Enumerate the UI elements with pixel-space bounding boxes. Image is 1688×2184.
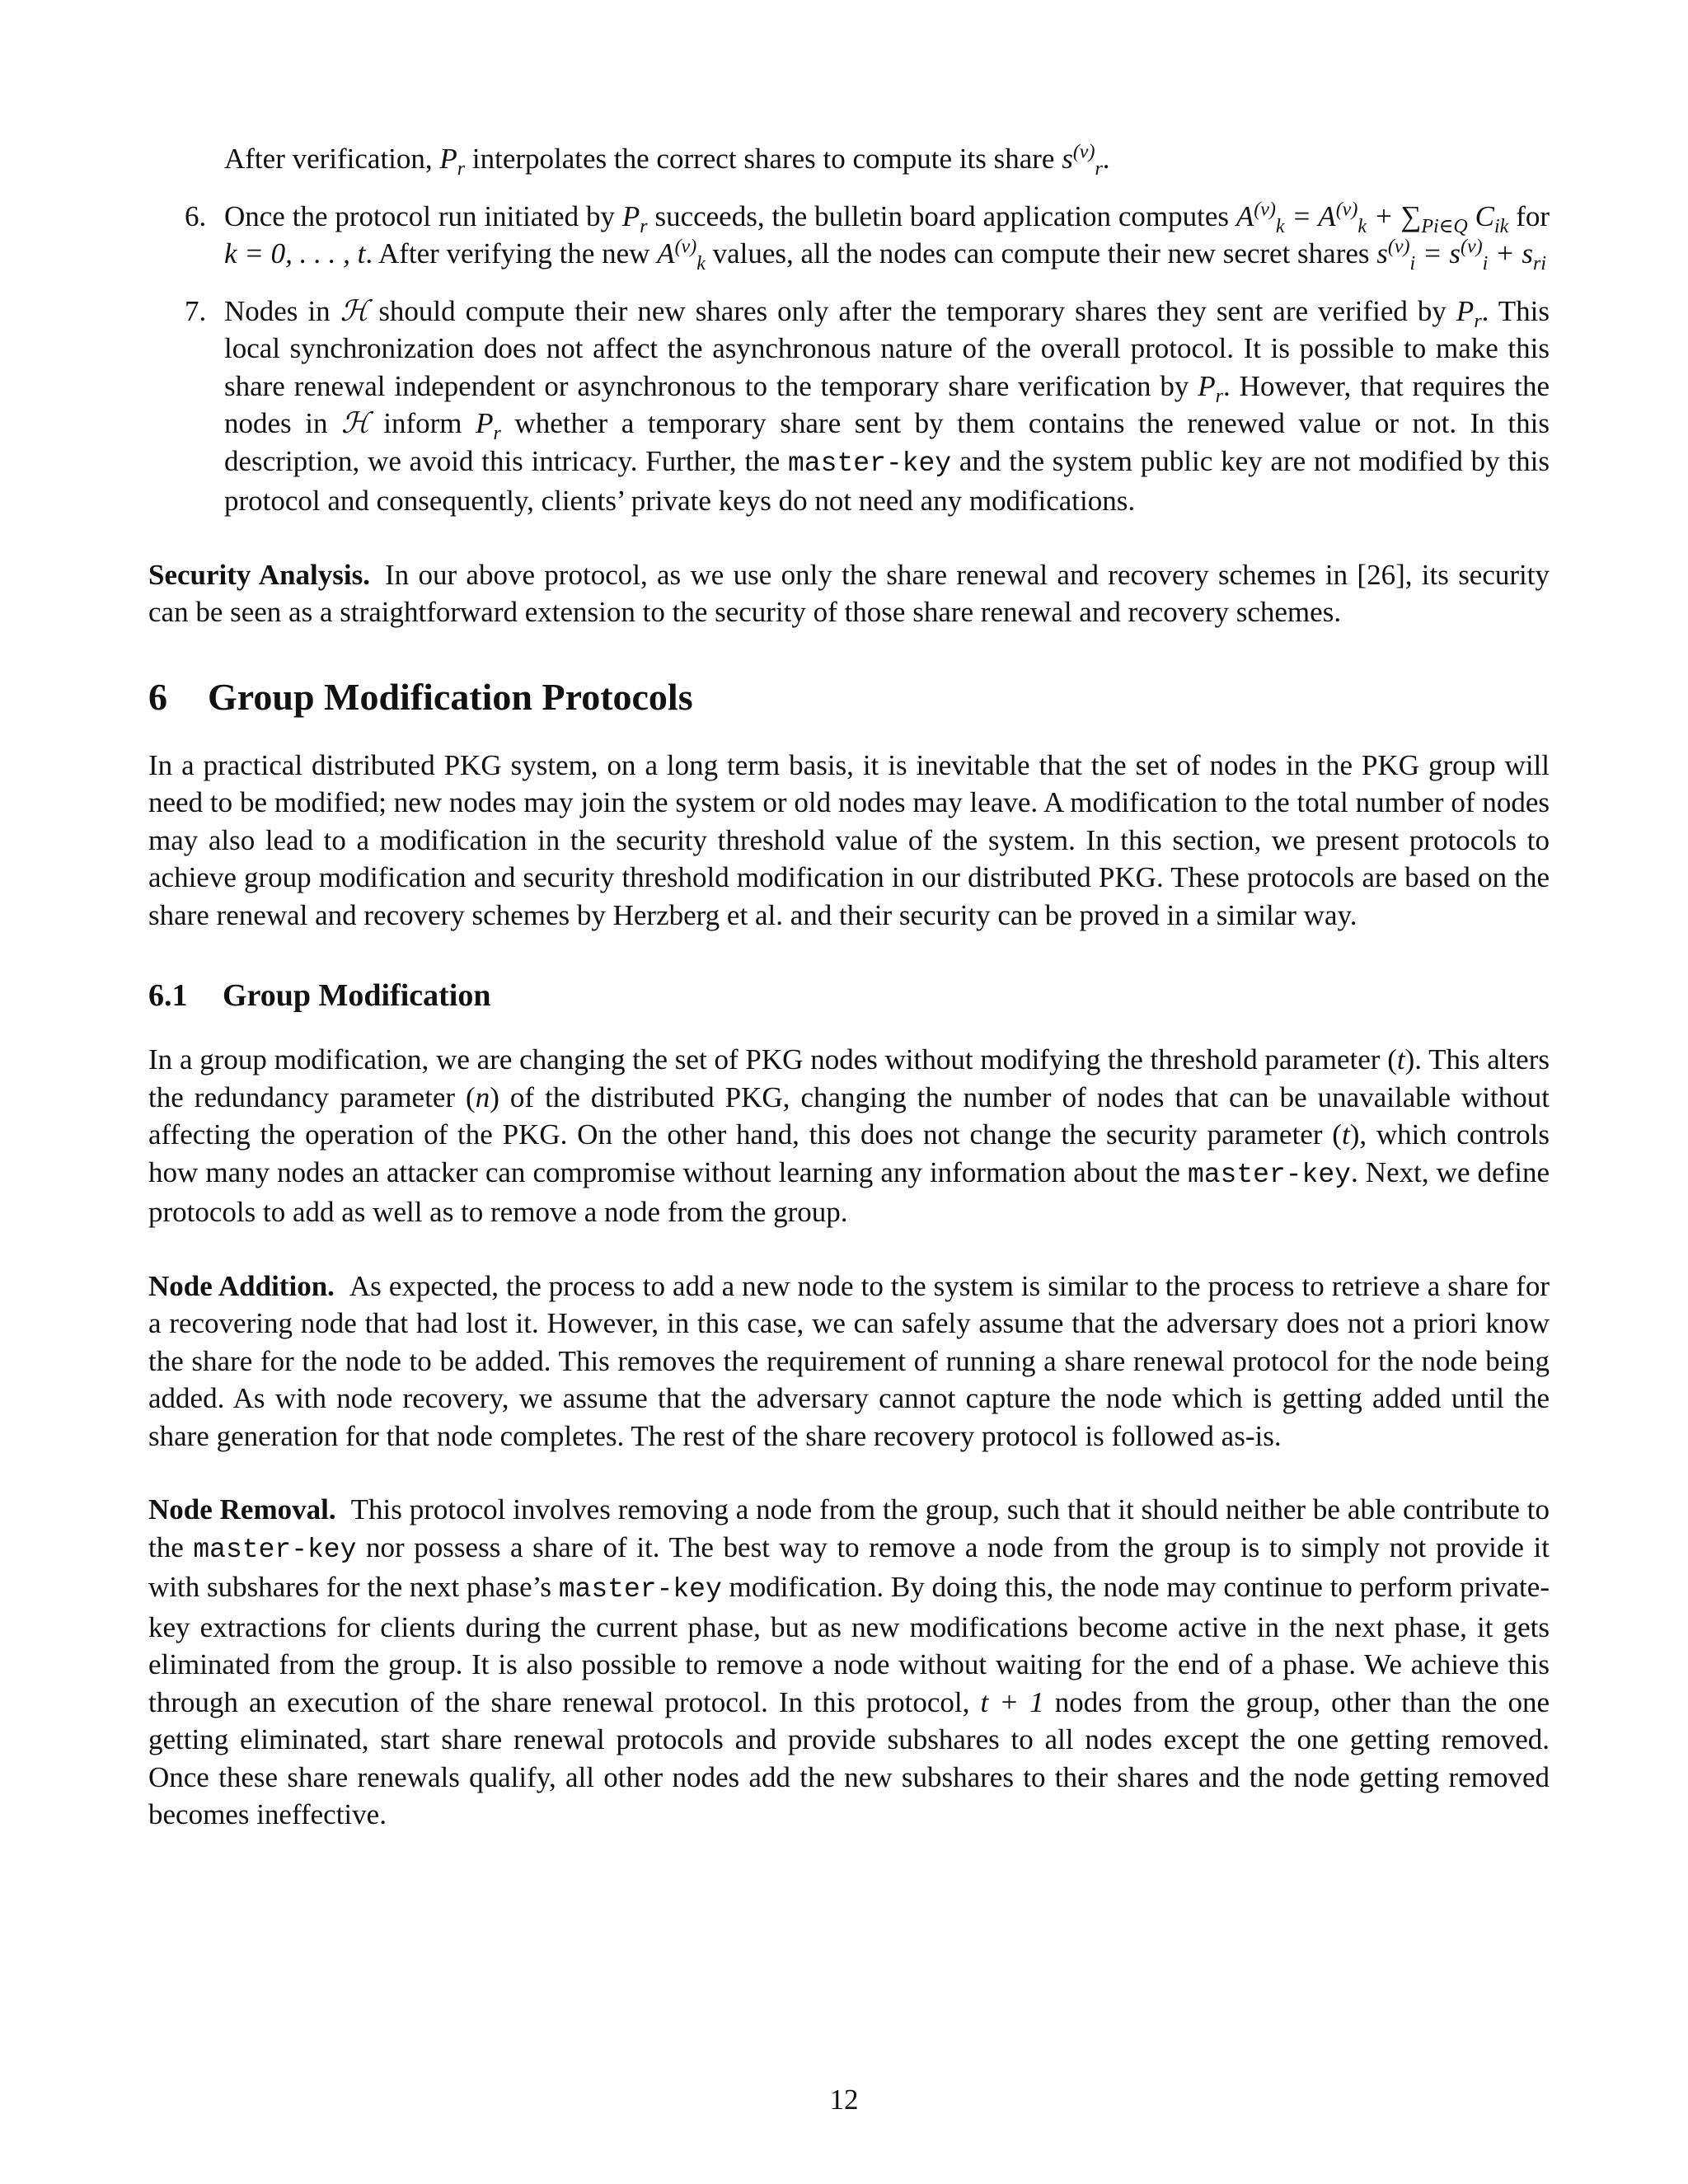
node-addition-text: As expected, the process to add a new node to the system is similar to the process to retrieve a share for a recovering node that had lost it. However, in this case, we can safely assume that the adversary does not a priori know the share for the node to be added. This removes the requirement of running a share renewal protocol for the node being added. As with node recovery, we assume that the adversary cannot capture the node which is getting added until the share generation for that node completes. The rest of the share recovery protocol is followed as-is.: [148, 1269, 1550, 1452]
math-A-update: $A^{(v)}_k = A^{(v)}_k + \sum_{Pi\in Q}$ $C_{ik}$: [1236, 198, 1509, 237]
security-analysis-paragraph: [148, 556, 1550, 631]
section-6-title: Group Modification Protocols: [208, 675, 693, 718]
section-6-1-number: 6.1: [148, 978, 188, 1013]
lead-text-b: interpolates the correct shares to compute its share: [465, 143, 1062, 175]
list-item-7-text: Nodes in ℋ should compute their new shares only after the temporary shares they sent are verified by $P_r$. This local synchronization does not affect the asynchronous nature of the overall protocol. It is possible to make this share renewal independent or asynchronous to the temporary share verification by $P_r$. However, that requires the nodes in ℋ inform $P_r$ whether a temporary share sent by them contains the renewed value or not. In this description, we avoid this intricacy. Further, the master-key and the system public key are not modified by this protocol and consequently, clients’ private keys do not need any modifications.: [224, 294, 1550, 517]
node-removal-paragraph: Node Removal. This protocol involves removing a node from the group, such that it should neither be able contribute to the master-key nor possess a share of it. The best way to remove a node from the group is to simply not provide it with subshares for the next phase’s master-key modification. By doing this, the node may continue to perform private-key extractions for clients during the current phase, but as new modifications become active in the next phase, it gets eliminated from the group. It is also possible to remove a node without waiting for the end of a phase. We achieve this through an execution of the share renewal protocol. In this protocol, t + 1 nodes from the group, other than the one getting eliminated, start share renewal protocols and provide subshares to all nodes except the one getting removed. Once these share renewals qualify, all other nodes add the new subshares to their shares and the node getting removed becomes ineffective.: [148, 1493, 1550, 1830]
numbered-list: [148, 198, 1550, 520]
lead-text-a: After verification,: [224, 143, 440, 175]
node-addition-label: Node Addition.: [148, 1269, 335, 1302]
node-addition-paragraph: [148, 1268, 1550, 1455]
math-t-plus-1: t + 1: [980, 1685, 1044, 1718]
list-item-6: [148, 198, 1550, 273]
paper-page: [148, 140, 1550, 1834]
math-share-update: $s^{(v)}_i = s^{(v)}_i + s_{ri}$: [1376, 236, 1547, 274]
list-item-6-text: Once the protocol run initiated by $P_r$ succeeds, the bulletin board application computes $A^{(v)}_k = A^{(v)}_k + \sum_{Pi\in Q}$ $C_{ik}$ for k = 0, . . . , t. After verifying the new $A^{(v)}_k$ values, all the nodes can compute their new secret shares $s^{(v)}_i = s^{(v)}_i + s_{ri}$: [224, 198, 1550, 274]
node-removal-label: Node Removal.: [148, 1493, 336, 1526]
math-Pr: $P_r$: [621, 199, 648, 237]
security-analysis-text: In our above protocol, as we use only the share renewal and recovery schemes in [26], its security can be seen as a straightforward extension to the security of those share renewal and recovery schemes.: [148, 558, 1550, 628]
math-Pr: $P_r$: [439, 143, 466, 180]
master-key-term: master-key: [558, 1574, 722, 1605]
math-k-range: k = 0, . . . , t: [224, 237, 366, 269]
security-analysis-label: Security Analysis.: [148, 558, 370, 591]
lead-paragraph: After verification, $P_r$ interpolates the correct shares to compute its share $s^{(v)}_r$.: [224, 141, 1110, 180]
page-number: 12: [829, 2083, 859, 2116]
master-key-term: master-key: [193, 1534, 357, 1565]
list-number-6: 6.: [185, 199, 207, 232]
master-key-term: master-key: [1187, 1159, 1351, 1190]
list-number-7: 7.: [185, 294, 207, 327]
section-6-number: 6: [148, 675, 167, 718]
math-A-k: $A^{(v)}_k$: [657, 236, 706, 274]
section-6-heading: [148, 673, 1550, 722]
master-key-term: master-key: [788, 448, 952, 479]
list-item-7: [148, 293, 1550, 520]
math-share-sr: $s^{(v)}_r$: [1062, 141, 1103, 180]
section-6-paragraph: In a practical distributed PKG system, on a long term basis, it is inevitable that the set of nodes in the PKG group will need to be modified; new nodes may join the system or old nodes may leave. A modification to the total number of nodes may also lead to a modification in the security threshold value of the system. In this section, we present protocols to achieve group modification and security threshold modification in our distributed PKG. These protocols are based on the share renewal and recovery schemes by Herzberg et al. and their security can be proved in a similar way.: [148, 748, 1550, 931]
section-6-1-paragraph: In a group modification, we are changing the set of PKG nodes without modifying the threshold parameter (t). This alters the redundancy parameter (n) of the distributed PKG, changing the number of nodes that can be unavailable without affecting the operation of the PKG. On the other hand, this does not change the security parameter (t), which controls how many nodes an attacker can compromise without learning any information about the master-key. Next, we define protocols to add as well as to remove a node from the group.: [148, 1043, 1550, 1228]
section-6-1-title: Group Modification: [223, 978, 491, 1013]
section-6-1-heading: [148, 975, 1550, 1016]
math-H: ℋ: [340, 294, 369, 327]
